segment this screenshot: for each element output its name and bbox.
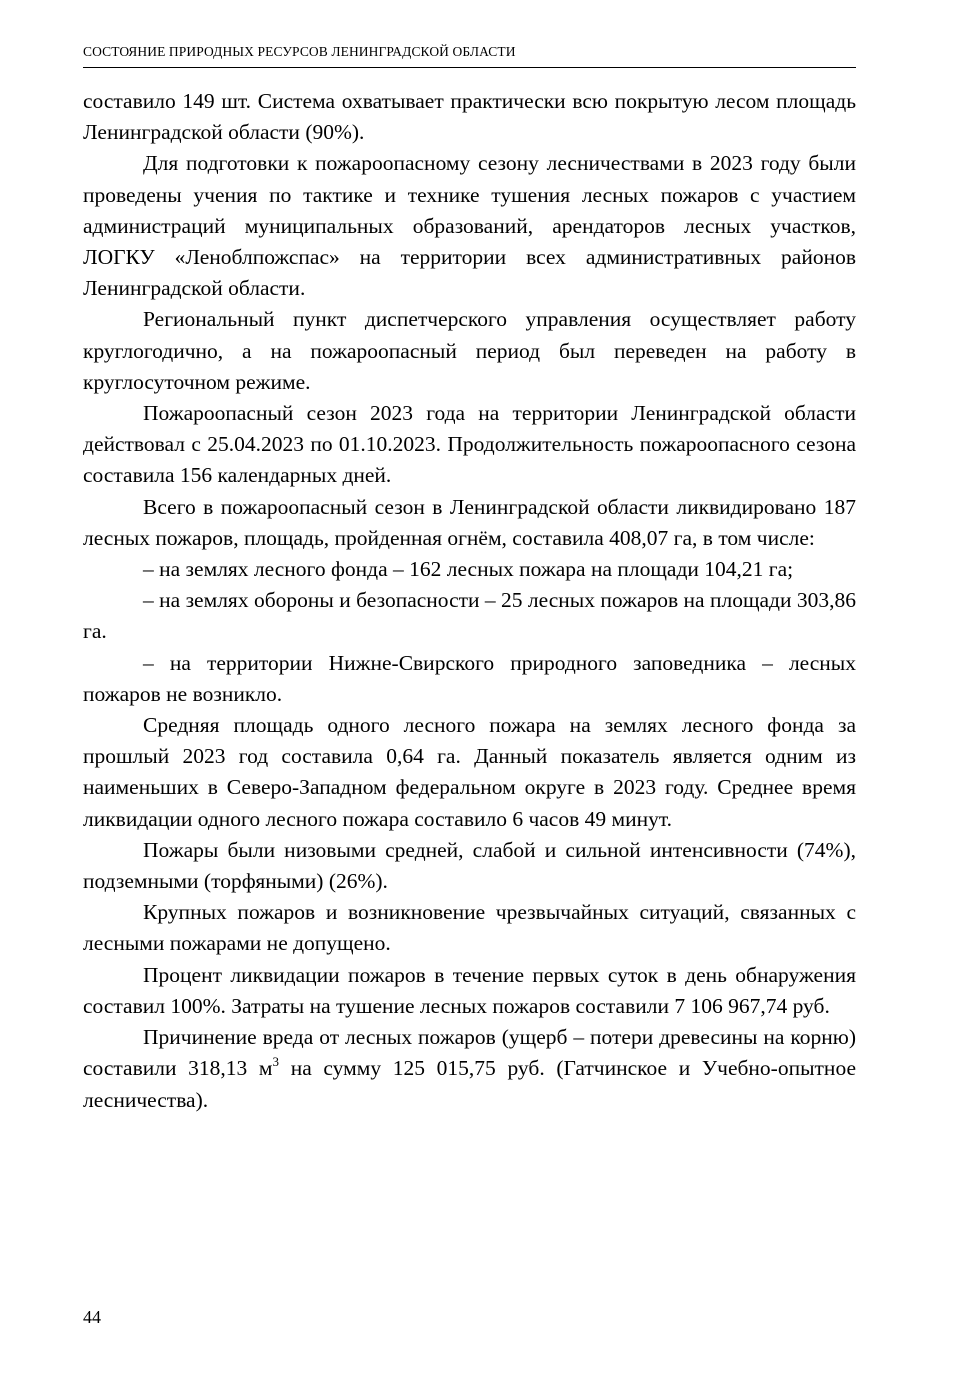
paragraph-fire-season-dates: Пожароопасный сезон 2023 года на территории Ленинградской области действовал с 25.04.2023 по 01.10.2023. Продолжительность пожароопасного сезона составила 156 календарных дней. (83, 401, 856, 488)
paragraph-dispatch-center: Региональный пункт диспетчерского управления осуществляет работу круглогодично, а на пожароопасный период был переведен на работу в круглосуточном режиме. (83, 307, 856, 394)
list-item-forest-fund: – на землях лесного фонда – 162 лесных пожара на площади 104,21 га; (143, 557, 794, 582)
paragraph-extinguishing-costs: Процент ликвидации пожаров в течение первых суток в день обнаружения составил 100%. Затраты на тушение лесных пожаров составили 7 106 967,74 руб. (83, 962, 856, 1018)
list-item-defense-lands: – на землях обороны и безопасности – 25 лесных пожаров на площади 303,86 га. (83, 588, 856, 644)
damage-text-end: на сумму 125 015,75 руб. (Гатчинское и Учебно-опытное лесничества). (83, 1056, 856, 1112)
paragraph-fire-types: Пожары были низовыми средней, слабой и сильной интенсивности (74%), подземными (торфяными) (26%). (83, 837, 856, 894)
paragraph-no-large-fires: Крупных пожаров и возникновение чрезвычайных ситуаций, связанных с лесными пожарами не допущено. (83, 900, 856, 956)
paragraph-continuation: составило 149 шт. Система охватывает практически всю покрытую лесом площадь Ленинградской области (90%). (83, 89, 856, 145)
damage-text-start: Причинение вреда от лесных пожаров (ущерб – потери древесины на корню) составили 318,13 м (83, 1025, 856, 1081)
cubic-superscript: 3 (272, 1054, 280, 1070)
running-header: СОСТОЯНИЕ ПРИРОДНЫХ РЕСУРСОВ ЛЕНИНГРАДСКОЙ ОБЛАСТИ (83, 44, 516, 59)
body-text (83, 86, 856, 1116)
page-number: 44 (83, 1307, 101, 1327)
list-item-nature-reserve: – на территории Нижне-Свирского природного заповедника – лесных пожаров не возникло. (83, 650, 856, 706)
paragraph-damage (83, 1022, 856, 1116)
paragraph-fires-total: Всего в пожароопасный сезон в Ленинградской области ликвидировано 187 лесных пожаров, площадь, пройденная огнём, составила 408,07 га, в том числе: (83, 494, 856, 550)
header-rule (83, 67, 856, 68)
paragraph-fire-season-preparation: Для подготовки к пожароопасному сезону лесничествами в 2023 году были проведены учения по тактике и технике тушения лесных пожаров с участием администраций муниципальных образований, арендаторов лесных участков, ЛОГКУ «Леноблпожспас» на территории всех административных районов Ленинградской области. (83, 151, 856, 301)
paragraph-average-fire-area: Средняя площадь одного лесного пожара на землях лесного фонда за прошлый 2023 год составила 0,64 га. Данный показатель является одним из наименьших в Северо-Западном федеральном округе в 2023 году. Среднее время ликвидации одного лесного пожара составило 6 часов 49 минут. (83, 713, 856, 831)
